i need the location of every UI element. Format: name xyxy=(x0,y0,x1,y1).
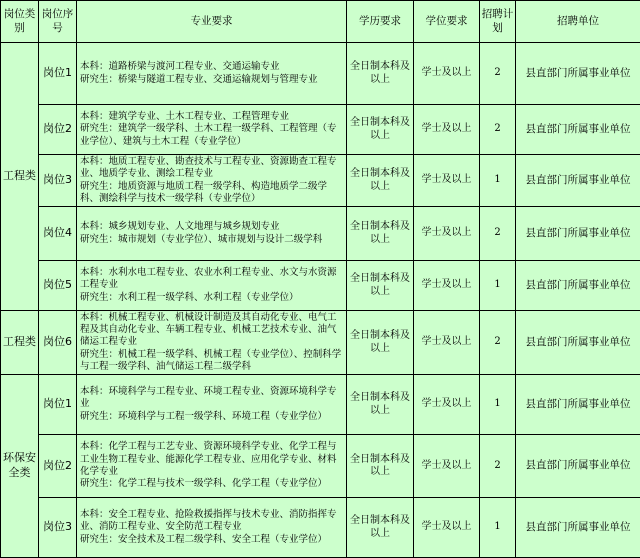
unit-cell: 县直部门所属事业单位 xyxy=(516,261,640,311)
header-major: 专业要求 xyxy=(77,1,347,43)
count-cell: 1 xyxy=(480,498,516,558)
position-cell: 岗位6 xyxy=(39,311,77,375)
major-line: 研究生：水利工程一级学科、水利工程（专业学位） xyxy=(80,292,343,304)
count-cell: 1 xyxy=(480,261,516,311)
unit-cell: 县直部门所属事业单位 xyxy=(516,155,640,207)
major-cell xyxy=(77,43,347,105)
major-line: 本科：环境科学与工程专业、环境工程专业、资源环境科学专业 xyxy=(80,386,343,411)
table-body xyxy=(1,43,640,558)
education-cell: 全日制本科及以上 xyxy=(347,375,414,435)
unit-cell: 县直部门所属事业单位 xyxy=(516,105,640,155)
major-line: 研究生：桥梁与隧道工程专业、交通运输规划与管理专业 xyxy=(80,74,343,86)
header-count: 招聘计划 xyxy=(480,1,516,43)
category-cell: 工程类 xyxy=(1,311,39,375)
count-cell: 2 xyxy=(480,311,516,375)
position-cell: 岗位4 xyxy=(39,207,77,261)
major-line: 本科：道路桥梁与渡河工程专业、交通运输专业 xyxy=(80,61,343,73)
major-line: 本科：地质工程专业、勘查技术与工程专业、资源勘查工程专业、地质学专业、测绘工程专业 xyxy=(80,156,343,181)
major-cell xyxy=(77,155,347,207)
major-line: 本科：城乡规划专业、人文地理与城乡规划专业 xyxy=(80,221,343,233)
major-cell xyxy=(77,207,347,261)
table-row xyxy=(1,105,640,155)
major-cell xyxy=(77,105,347,155)
unit-cell: 县直部门所属事业单位 xyxy=(516,207,640,261)
degree-cell: 学士及以上 xyxy=(414,375,480,435)
major-line: 研究生：机械工程一级学科、机械工程（专业学位）、控制科学与工程一级学科、油气储运工程二级学科 xyxy=(80,349,343,374)
count-cell: 1 xyxy=(480,155,516,207)
degree-cell: 学士及以上 xyxy=(414,311,480,375)
major-line: 研究生：安全技术及工程二级学科、安全工程（专业学位） xyxy=(80,534,343,546)
position-cell: 岗位2 xyxy=(39,105,77,155)
category-cell: 环保安全类 xyxy=(1,375,39,558)
education-cell: 全日制本科及以上 xyxy=(347,498,414,558)
degree-cell: 学士及以上 xyxy=(414,43,480,105)
header-education: 学历要求 xyxy=(347,1,414,43)
major-line: 本科：水利水电工程专业、农业水利工程专业、水文与水资源工程专业 xyxy=(80,267,343,292)
position-cell: 岗位1 xyxy=(39,375,77,435)
position-cell: 岗位1 xyxy=(39,43,77,105)
education-cell: 全日制本科及以上 xyxy=(347,43,414,105)
degree-cell: 学士及以上 xyxy=(414,435,480,498)
count-cell: 2 xyxy=(480,435,516,498)
education-cell: 全日制本科及以上 xyxy=(347,155,414,207)
header-degree: 学位要求 xyxy=(414,1,480,43)
major-line: 研究生：城市规划（专业学位）、城市规划与设计二级学科 xyxy=(80,234,343,246)
degree-cell: 学士及以上 xyxy=(414,155,480,207)
major-line: 本科：建筑学专业、土木工程专业、工程管理专业 xyxy=(80,111,343,123)
table-row xyxy=(1,261,640,311)
unit-cell: 县直部门所属事业单位 xyxy=(516,43,640,105)
unit-cell: 县直部门所属事业单位 xyxy=(516,375,640,435)
count-cell: 2 xyxy=(480,43,516,105)
major-line: 本科：化学工程与工艺专业、资源环境科学专业、化学工程与工业生物工程专业、能源化学工程专业、应用化学专业、材料化学专业 xyxy=(80,441,343,478)
major-line: 研究生：化学工程与技术一级学科、化学工程（专业学位） xyxy=(80,478,343,490)
position-cell: 岗位3 xyxy=(39,498,77,558)
major-cell xyxy=(77,261,347,311)
unit-cell: 县直部门所属事业单位 xyxy=(516,498,640,558)
count-cell: 2 xyxy=(480,105,516,155)
table-row xyxy=(1,311,640,375)
major-cell xyxy=(77,498,347,558)
position-cell: 岗位5 xyxy=(39,261,77,311)
header-category: 岗位类别 xyxy=(1,1,39,43)
count-cell: 2 xyxy=(480,207,516,261)
degree-cell: 学士及以上 xyxy=(414,498,480,558)
major-line: 本科：机械工程专业、机械设计制造及其自动化专业、电气工程及其自动化专业、车辆工程专业、机械工艺技术专业、油气储运工程专业 xyxy=(80,312,343,349)
table-row xyxy=(1,375,640,435)
unit-cell: 县直部门所属事业单位 xyxy=(516,311,640,375)
table-row xyxy=(1,207,640,261)
count-cell: 1 xyxy=(480,375,516,435)
position-cell: 岗位2 xyxy=(39,435,77,498)
education-cell: 全日制本科及以上 xyxy=(347,207,414,261)
degree-cell: 学士及以上 xyxy=(414,261,480,311)
header-row xyxy=(1,1,640,43)
unit-cell: 县直部门所属事业单位 xyxy=(516,435,640,498)
table-row xyxy=(1,155,640,207)
table-row xyxy=(1,498,640,558)
major-line: 本科：安全工程专业、抢险救援指挥与技术专业、消防指挥专业、消防工程专业、安全防范工程专业 xyxy=(80,509,343,534)
header-unit: 招聘单位 xyxy=(516,1,640,43)
major-cell xyxy=(77,435,347,498)
major-cell xyxy=(77,311,347,375)
education-cell: 全日制本科及以上 xyxy=(347,435,414,498)
education-cell: 全日制本科及以上 xyxy=(347,261,414,311)
table-row xyxy=(1,435,640,498)
degree-cell: 学士及以上 xyxy=(414,105,480,155)
major-line: 研究生：地质资源与地质工程一级学科、构造地质学二级学科、测绘科学与技术一级学科（专业学位） xyxy=(80,181,343,206)
header-position: 岗位序号 xyxy=(39,1,77,43)
education-cell: 全日制本科及以上 xyxy=(347,105,414,155)
major-cell xyxy=(77,375,347,435)
position-cell: 岗位3 xyxy=(39,155,77,207)
category-cell: 工程类 xyxy=(1,43,39,311)
table-row xyxy=(1,43,640,105)
education-cell: 全日制本科及以上 xyxy=(347,311,414,375)
degree-cell: 学士及以上 xyxy=(414,207,480,261)
major-line: 研究生：建筑学一级学科、土木工程一级学科、工程管理（专业学位）、建筑与土木工程（专业学位） xyxy=(80,123,343,148)
major-line: 研究生：环境科学与工程一级学科、环境工程（专业学位） xyxy=(80,411,343,423)
